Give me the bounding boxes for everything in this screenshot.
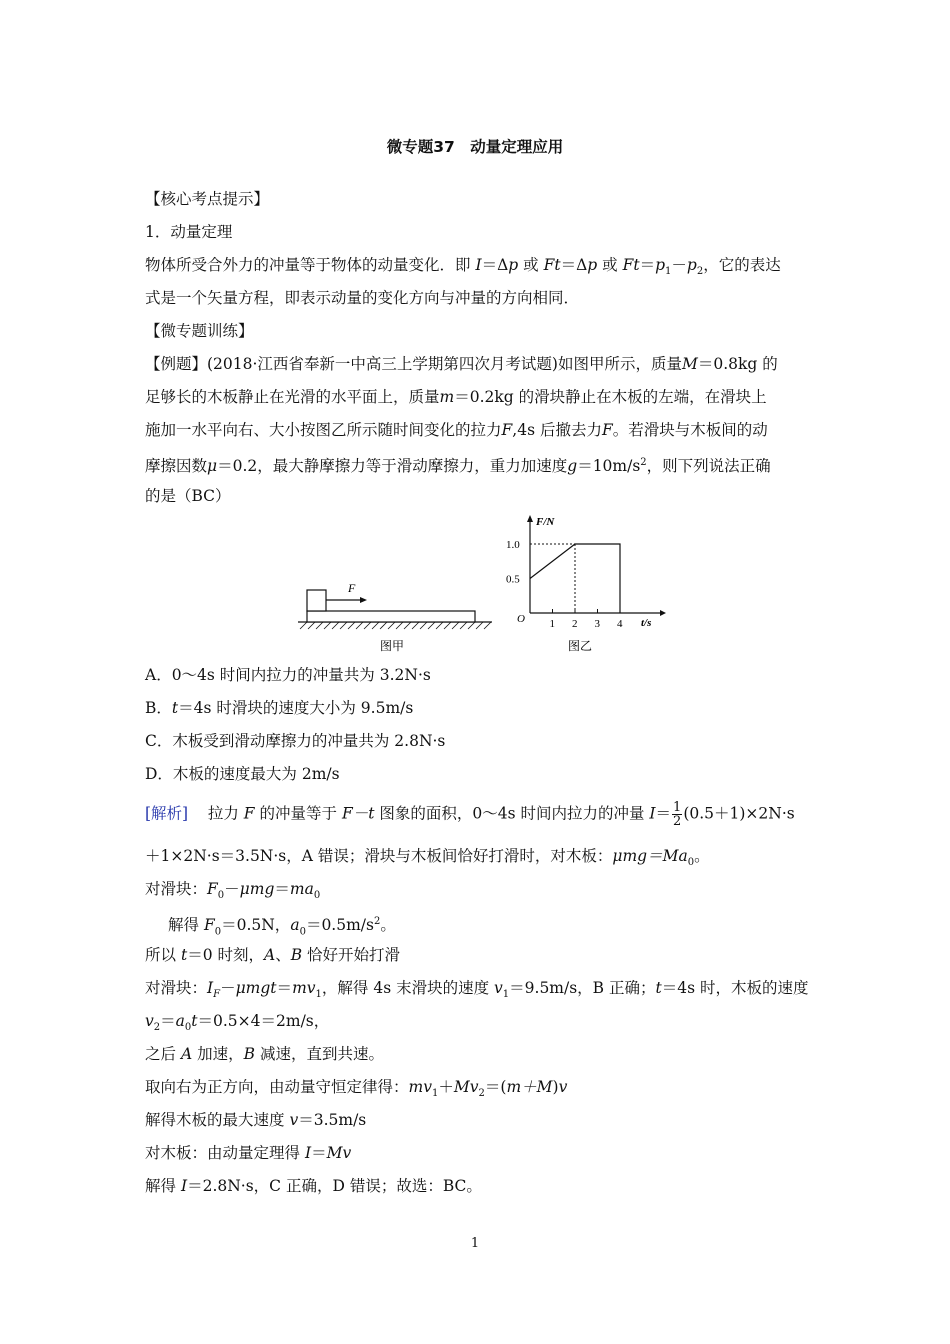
analysis-line-12: 解得 I＝2.8N·s，C 正确，D 错误；故选：BC。 xyxy=(145,1177,482,1195)
caption-yi: 图乙 xyxy=(568,639,593,653)
analysis-line-1: [解析] 拉力 F 的冲量等于 F－t 图象的面积，0～4s 时间内拉力的冲量 I＝ $\frac{1}{2}$ (0.5＋1)×2N·s xyxy=(145,800,795,829)
y-tick-label: 0.5 xyxy=(506,573,520,586)
analysis-line-11: 对木板：由动量定理得 I＝Mv xyxy=(145,1144,352,1162)
x-tick-label: 2 xyxy=(572,618,578,630)
example-line-3: 施加一水平向右、大小按图乙所示随时间变化的拉力F,4s 后撤去力F。若滑块与木板间的动 xyxy=(145,421,768,439)
theorem-line-2: 式是一个矢量方程，即表示动量的变化方向与冲量的方向相同． xyxy=(145,289,580,307)
y-axis-label: F/N xyxy=(536,516,555,528)
training-heading: 【微专题训练】 xyxy=(145,322,254,340)
analysis-line-3: 对滑块：$F_0-\mu mg=ma_0$ xyxy=(145,880,321,902)
analysis-tag: [解析] xyxy=(145,804,189,823)
x-tick-label: 1 xyxy=(549,618,555,630)
analysis-line-5: 所以 t＝0 时刻，A、B 恰好开始打滑 xyxy=(145,946,401,964)
caption-jia: 图甲 xyxy=(380,639,405,653)
force-series-line xyxy=(530,544,620,613)
x-axis-label: t/s xyxy=(641,617,652,629)
fraction-half: $\frac{1}{2}$ xyxy=(673,800,682,829)
example-line-2: 足够长的木板静止在光滑的水平面上，质量m＝0.2kg 的滑块静止在木板的左端，在滑块上 xyxy=(145,388,767,406)
analysis-line-2: ＋1×2N·s＝3.5N·s，A 错误；滑块与木板间恰好打滑时，对木板：$\mu mg=Ma_0$。 xyxy=(145,847,710,869)
example-line-5: 的是（BC） xyxy=(145,487,231,505)
analysis-line-4: 解得 $F_0=0.5N$，$a_0=0.5m/s^2$。 xyxy=(168,916,396,938)
item-1-heading: 1．动量定理 xyxy=(145,223,233,241)
example-line-1: 【例题】(2018·江西省奉新一中高三上学期第四次月考试题)如图甲所示，质量M＝0.8kg 的 xyxy=(145,355,778,373)
core-heading: 【核心考点提示】 xyxy=(145,190,270,208)
x-tick-label: 4 xyxy=(617,618,623,630)
origin-label: O xyxy=(517,613,525,625)
option-b: B．t＝4s 时滑块的速度大小为 9.5m/s xyxy=(145,699,414,717)
y-tick-label: 1.0 xyxy=(506,539,520,551)
slider-block xyxy=(307,590,326,611)
analysis-line-7: $v_2=a_0t=0.5\times 4=2m/s$， xyxy=(145,1012,330,1034)
analysis-line-10: 解得木板的最大速度 v＝3.5m/s xyxy=(145,1111,367,1129)
analysis-line-8: 之后 A 加速，B 减速，直到共速。 xyxy=(145,1045,384,1063)
option-a: A．0～4s 时间内拉力的冲量共为 3.2N·s xyxy=(145,666,431,684)
board xyxy=(307,611,475,622)
force-label: F xyxy=(348,581,356,595)
figure-yi-graph xyxy=(500,510,670,660)
figure-jia xyxy=(290,575,500,655)
theorem-line-1: 物体所受合外力的冲量等于物体的动量变化．即 I＝Δp 或 Ft＝Δp 或 $Ft=p_1-p_2$，它的表达 xyxy=(145,256,781,278)
option-c: C．木板受到滑动摩擦力的冲量共为 2.8N·s xyxy=(145,732,446,750)
x-tick-label: 3 xyxy=(594,618,600,630)
example-line-4: 摩擦因数μ＝0.2，最大静摩擦力等于滑动摩擦力，重力加速度$g=10m/s^2$，则下列说法正确 xyxy=(145,457,771,476)
page-title: 微专题37 动量定理应用 xyxy=(386,138,564,156)
analysis-line-9: 取向右为正方向，由动量守恒定律得：$mv_1+Mv_2=(m+M)v$ xyxy=(145,1078,568,1100)
page-number: 1 xyxy=(470,1236,480,1251)
analysis-line-6: 对滑块：$I_F-\mu mgt=mv_1$，解得 4s 末滑块的速度 $v_1=9.5m/s$，B 正确；t＝4s 时，木板的速度 xyxy=(145,979,809,1001)
option-d: D．木板的速度最大为 2m/s xyxy=(145,765,340,783)
